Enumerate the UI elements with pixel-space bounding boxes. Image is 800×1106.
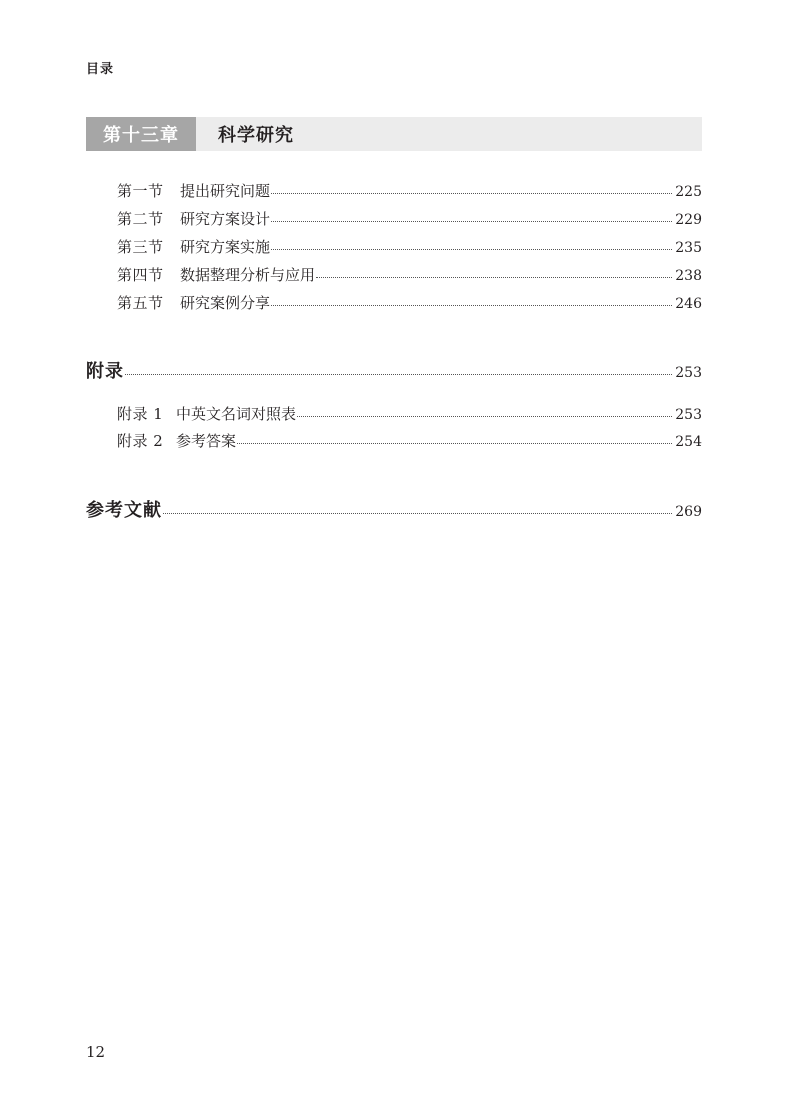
page-number: 12 <box>86 1043 106 1061</box>
section-page-number: 229 <box>675 212 702 228</box>
dot-leader <box>297 416 672 417</box>
appendix-title: 附录 <box>86 361 124 382</box>
toc-entry-section-4[interactable] <box>117 264 702 285</box>
section-label: 第二节 <box>117 210 164 228</box>
appendix-item-page-number: 253 <box>675 407 702 423</box>
toc-entry-section-3[interactable] <box>117 236 702 257</box>
appendix-item-label: 附录 2 <box>117 432 164 450</box>
chapter-number-label: 第十三章 <box>86 117 196 151</box>
section-page-number: 225 <box>675 184 702 200</box>
section-title: 研究方案设计 <box>180 210 271 228</box>
section-page-number: 238 <box>675 268 702 284</box>
dot-leader <box>316 277 672 278</box>
toc-entry-appendix-2[interactable] <box>117 430 702 451</box>
section-label: 第五节 <box>117 294 164 312</box>
dot-leader <box>237 443 672 444</box>
section-label: 第三节 <box>117 238 164 256</box>
chapter-title: 科学研究 <box>218 125 294 146</box>
toc-entry-section-2[interactable] <box>117 208 702 229</box>
references-page-number: 269 <box>675 504 702 520</box>
appendix-item-page-number: 254 <box>675 434 702 450</box>
references-title: 参考文献 <box>86 500 162 521</box>
section-page-number: 246 <box>675 296 702 312</box>
appendix-item-title: 中英文名词对照表 <box>176 405 297 423</box>
running-head: 目录 <box>86 62 115 77</box>
dot-leader <box>125 374 672 375</box>
dot-leader <box>271 193 672 194</box>
toc-entry-references[interactable] <box>86 496 702 522</box>
dot-leader <box>271 249 672 250</box>
section-title: 数据整理分析与应用 <box>180 266 316 284</box>
chapter-heading <box>86 117 702 151</box>
dot-leader <box>271 221 672 222</box>
section-title: 研究方案实施 <box>180 238 271 256</box>
toc-entry-section-1[interactable] <box>117 180 702 201</box>
appendix-page-number: 253 <box>675 365 702 381</box>
toc-entry-section-5[interactable] <box>117 292 702 313</box>
appendix-item-label: 附录 1 <box>117 405 164 423</box>
toc-entry-appendix-1[interactable] <box>117 403 702 424</box>
toc-entry-appendix[interactable] <box>86 357 702 383</box>
dot-leader <box>271 305 672 306</box>
dot-leader <box>163 513 672 514</box>
section-label: 第一节 <box>117 182 164 200</box>
section-label: 第四节 <box>117 266 164 284</box>
section-title: 提出研究问题 <box>180 182 271 200</box>
section-title: 研究案例分享 <box>180 294 271 312</box>
appendix-item-title: 参考答案 <box>176 432 237 450</box>
section-page-number: 235 <box>675 240 702 256</box>
